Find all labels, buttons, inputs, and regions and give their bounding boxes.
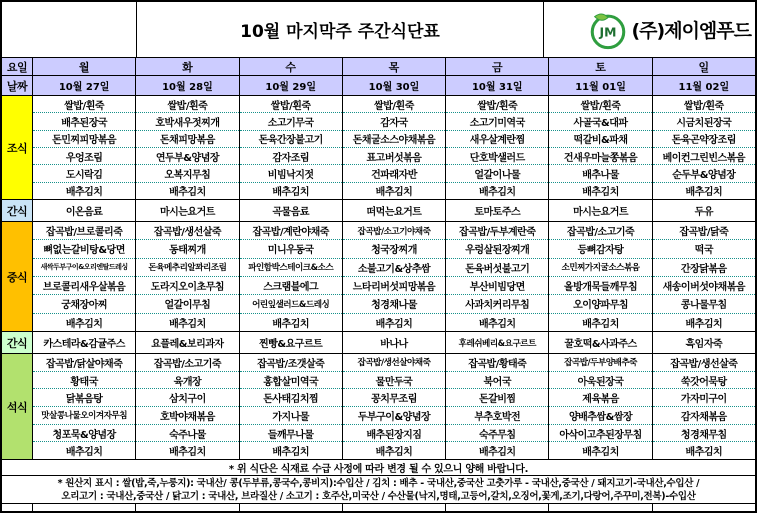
menu-item: 숙주무침 <box>446 425 548 443</box>
snack-column <box>652 332 755 353</box>
menu-item: 사과치커리무침 <box>446 295 548 313</box>
day-column <box>652 58 755 75</box>
bottom-column-stub <box>239 504 342 511</box>
origin-line2: 오리고기 : 국내산,중국산 / 닭고기 : 국내산, 브라질산 / 소고기 : 호주산,미국산 / 수산물(낙지,명태,고등어,갈치,오징어,꽃게,조기,다랑어,주꾸미,전복)-수입산 <box>61 490 696 502</box>
menu-item: 쑥갓어묵탕 <box>653 372 755 390</box>
menu-item: 닭볶음탕 <box>33 389 135 407</box>
bottom-column-stub <box>135 504 238 511</box>
menu-item: 제육볶음 <box>549 389 651 407</box>
menu-item: 궁채장아찌 <box>33 295 135 313</box>
menu-item: 배추김치 <box>582 187 619 199</box>
menu-item: 배추김치 <box>65 318 103 330</box>
menu-item: 배추김치 <box>582 447 619 459</box>
menu-item: 돈채피망볶음 <box>136 131 238 148</box>
snack-item: 마시는요거트 <box>159 207 215 218</box>
day-header-cell: 수 <box>285 60 297 74</box>
day-header-cell: 월 <box>78 60 90 74</box>
menu-item: 단호박샐러드 <box>446 148 548 165</box>
menu-item: 잡곡밥/소고기죽 <box>136 354 238 372</box>
menu-item: 배추나물 <box>549 165 651 182</box>
menu-item: 시금치된장국 <box>653 113 755 130</box>
menu-item: 연두부&양념장 <box>136 148 238 165</box>
snack-item: 찐빵&요구르트 <box>259 339 323 350</box>
day-row-label: 요일 <box>2 58 33 75</box>
menu-item: 올방개묵들깨무침 <box>549 277 651 295</box>
menu-column <box>548 354 651 459</box>
menu-item: 잡곡밥/두부계란죽 <box>446 222 548 240</box>
menu-item: 돈육곤약장조림 <box>653 131 755 148</box>
menu-item: 쌀밥/흰죽 <box>136 96 238 113</box>
date-column <box>652 76 755 95</box>
date-cell: 10월 30일 <box>368 82 420 93</box>
menu-item: 부추호박전 <box>446 407 548 425</box>
menu-item: 돈갈비찜 <box>446 389 548 407</box>
menu-item: 표고버섯볶음 <box>343 148 445 165</box>
menu-item: 도라지오이초무침 <box>136 277 238 295</box>
menu-item: 우엉조림 <box>33 148 135 165</box>
snack-column <box>33 332 135 353</box>
menu-item: 돈육메추리알꽈리조림 <box>136 259 238 277</box>
date-row-label: 날짜 <box>2 76 33 95</box>
menu-item: 미니우동국 <box>240 240 342 258</box>
snack-column <box>239 332 342 353</box>
date-cell: 10월 27일 <box>58 82 110 93</box>
menu-item: 배추김치 <box>478 447 516 459</box>
date-cell: 11월 01일 <box>575 82 626 93</box>
snack-item: 후레쉬베리&요구르트 <box>458 338 536 349</box>
snack-column <box>445 200 548 221</box>
menu-item: 배추김치 <box>478 187 516 199</box>
menu-item: 소고기무국 <box>240 113 342 130</box>
change-notice-text: * 위 식단은 식재료 수급 사정에 따라 변경 될 수 있으니 양해 바랍니다. <box>228 464 529 475</box>
menu-item: 배추김치 <box>272 187 310 199</box>
snack-item: 마시는요거트 <box>573 207 629 218</box>
menu-item: 돈육간장불고기 <box>240 131 342 148</box>
menu-item: 베이컨그린빈스볶음 <box>653 148 755 165</box>
menu-item: 소불고기&상추쌈 <box>343 259 445 277</box>
section-label: 석식 <box>2 354 33 459</box>
menu-column <box>445 222 548 331</box>
menu-item: 가지나물 <box>240 407 342 425</box>
menu-item: 잡곡밥/닭살야채죽 <box>33 354 135 372</box>
origin-line1: * 원산지 표시 : 쌀(밥,죽,누룽지): 국내산/ 콩(두부류,콩국수,콩비지):수입산 / 김치 : 배추 - 국내산,중국산 고춧가루 - 국내산,중국산 / 돼지고기-국내산,수입산 / <box>57 477 700 489</box>
section-label: 조식 <box>2 96 33 199</box>
menu-item: 잡곡밥/생선살야채죽 <box>343 354 445 372</box>
menu-item: 배추된장국 <box>33 113 135 130</box>
menu-item: 양배추쌈&쌈장 <box>549 407 651 425</box>
snack-item: 흑임자죽 <box>685 339 723 350</box>
snack-column <box>135 200 238 221</box>
menu-item: 잡곡밥/소고기야채죽 <box>343 222 445 240</box>
day-column <box>548 58 651 75</box>
menu-item: 청경채나물 <box>343 295 445 313</box>
menu-item: 들깨무나물 <box>240 425 342 443</box>
menu-column <box>135 222 238 331</box>
menu-item: 떡갈비&파채 <box>549 131 651 148</box>
menu-item: 꽁치무조림 <box>343 389 445 407</box>
menu-item: 쌀밥/흰죽 <box>549 96 651 113</box>
snack-column <box>652 200 755 221</box>
menu-item: 배추김치 <box>478 318 516 330</box>
snack-column <box>342 332 445 353</box>
date-column <box>548 76 651 95</box>
origin-notice-row <box>2 475 755 503</box>
menu-item: 배추김치 <box>65 187 103 199</box>
bottom-column-stub <box>342 504 445 511</box>
menu-item: 배추김치 <box>685 447 723 459</box>
jm-monogram: JM <box>599 24 616 40</box>
section-snack-pm <box>2 331 755 353</box>
date-cell: 10월 31일 <box>471 82 523 93</box>
menu-item: 감자국 <box>343 113 445 130</box>
company-name: (주)제이엠푸드 <box>631 20 751 42</box>
menu-item: 오복지무침 <box>136 165 238 182</box>
header-empty-cell <box>2 2 137 57</box>
section-label: 중식 <box>2 222 33 331</box>
menu-item: 돈채굴소스야채볶음 <box>343 131 445 148</box>
menu-item: 소고기미역국 <box>446 113 548 130</box>
menu-item: 등뼈감자탕 <box>549 240 651 258</box>
menu-item: 브로콜리새우살볶음 <box>33 277 135 295</box>
menu-item: 쌀밥/흰죽 <box>653 96 755 113</box>
menu-item: 홍합살미역국 <box>240 372 342 390</box>
snack-item: 요플레&보리과자 <box>151 339 224 350</box>
date-column <box>445 76 548 95</box>
snack-column <box>445 332 548 353</box>
day-column <box>33 58 135 75</box>
menu-item: 배추김치 <box>375 318 413 330</box>
bottom-cutoff-row <box>2 503 755 511</box>
menu-column <box>342 96 445 199</box>
menu-item: 잡곡밥/생선살죽 <box>653 354 755 372</box>
snack-item: 바나나 <box>380 339 408 350</box>
menu-item: 사골국&대파 <box>549 113 651 130</box>
menu-item: 호박야채볶음 <box>136 407 238 425</box>
menu-column <box>33 96 135 199</box>
menu-column <box>548 222 651 331</box>
day-header-cell: 화 <box>182 60 193 74</box>
menu-item: 잡곡밥/소고기죽 <box>549 222 651 240</box>
menu-item: 간장닭볶음 <box>653 259 755 277</box>
menu-item: 배추김치 <box>272 318 310 330</box>
menu-item: 청포묵&양념장 <box>33 425 135 443</box>
day-header-cell: 금 <box>491 60 503 74</box>
menu-item: 콩나물무침 <box>653 295 755 313</box>
menu-item: 배추김치 <box>582 318 619 330</box>
date-column <box>239 76 342 95</box>
menu-column <box>33 354 135 459</box>
menu-item: 떡국 <box>653 240 755 258</box>
menu-item: 배추김치 <box>169 187 206 199</box>
menu-column <box>445 354 548 459</box>
menu-item: 잡곡밥/계란야채죽 <box>240 222 342 240</box>
date-column <box>135 76 238 95</box>
date-column <box>342 76 445 95</box>
date-column <box>33 76 135 95</box>
page-title: 10월 마지막주 주간식단표 <box>240 22 440 42</box>
menu-item: 쌀밥/흰죽 <box>343 96 445 113</box>
menu-item: 돈민찌피망볶음 <box>33 131 135 148</box>
menu-item: 배추김치 <box>272 447 310 459</box>
menu-column <box>342 354 445 459</box>
menu-column <box>135 354 238 459</box>
snack-item: 곡물음료 <box>272 207 310 218</box>
menu-item: 삼치구이 <box>136 389 238 407</box>
day-header-cell: 목 <box>388 60 400 74</box>
section-label: 간식 <box>2 200 33 221</box>
menu-item: 파인함박스테이크&소스 <box>240 259 342 277</box>
menu-item: 뼈없는갈비탕&당면 <box>33 240 135 258</box>
menu-item: 잡곡밥/황태죽 <box>446 354 548 372</box>
menu-column <box>239 96 342 199</box>
bottom-column-stub <box>445 504 548 511</box>
snack-item: 떠먹는요거트 <box>366 207 422 218</box>
menu-item: 순두부&양념장 <box>653 165 755 182</box>
day-row <box>2 57 755 75</box>
menu-column <box>135 96 238 199</box>
date-cell: 10월 28일 <box>162 82 213 93</box>
menu-item: 오이양파무침 <box>549 295 651 313</box>
company-logo <box>543 2 755 57</box>
jm-logo-icon <box>587 9 629 51</box>
menu-item: 맛살콩나물오이겨자무침 <box>33 407 135 425</box>
snack-column <box>239 200 342 221</box>
menu-item: 청국장찌개 <box>343 240 445 258</box>
menu-item: 잡곡밥/브로콜리죽 <box>33 222 135 240</box>
change-notice-row <box>2 459 755 475</box>
section-label: 간식 <box>2 332 33 353</box>
menu-item: 소민찌가지굴소스볶음 <box>549 259 651 277</box>
menu-item: 얼갈이나물 <box>446 165 548 182</box>
snack-item: 토마토주스 <box>474 207 521 218</box>
menu-item: 얼갈이무침 <box>136 295 238 313</box>
menu-item: 쌀밥/흰죽 <box>240 96 342 113</box>
title-band <box>2 2 755 57</box>
menu-item: 감자채볶음 <box>653 407 755 425</box>
menu-item: 숙주나물 <box>136 425 238 443</box>
menu-item: 돈육버섯불고기 <box>446 259 548 277</box>
menu-item: 돈사태김치찜 <box>240 389 342 407</box>
menu-item: 쌀밥/흰죽 <box>33 96 135 113</box>
menu-item: 새송이버섯야채볶음 <box>653 277 755 295</box>
snack-column <box>548 200 651 221</box>
menu-item: 물만두국 <box>343 372 445 390</box>
menu-item: 배추된장지짐 <box>343 425 445 443</box>
menu-item: 쌀밥/흰죽 <box>446 96 548 113</box>
menu-item: 가자미구이 <box>653 389 755 407</box>
menu-item: 아욱된장국 <box>549 372 651 390</box>
menu-item: 황태국 <box>33 372 135 390</box>
menu-item: 잡곡밥/조갯살죽 <box>240 354 342 372</box>
menu-column <box>652 354 755 459</box>
menu-item: 감자조림 <box>240 148 342 165</box>
menu-item: 배추김치 <box>375 447 413 459</box>
date-cell: 11월 02일 <box>678 82 730 93</box>
menu-item: 호박새우젓찌개 <box>136 113 238 130</box>
menu-item: 비빔낙지젓 <box>240 165 342 182</box>
menu-item: 두부구이&양념장 <box>343 407 445 425</box>
menu-item: 어린잎샐러드&드레싱 <box>240 295 342 313</box>
bottom-label-stub <box>2 504 33 511</box>
day-header-cell: 일 <box>698 60 710 74</box>
menu-item: 아삭이고추된장무침 <box>549 425 651 443</box>
menu-item: 스크램블에그 <box>240 277 342 295</box>
bottom-column-stub <box>652 504 755 511</box>
menu-item: 배추김치 <box>65 447 103 459</box>
snack-column <box>135 332 238 353</box>
menu-item: 배추김치 <box>685 187 723 199</box>
menu-item: 도시락김 <box>33 165 135 182</box>
menu-item: 부산비빔당면 <box>446 277 548 295</box>
menu-item: 건파래자반 <box>343 165 445 182</box>
snack-item: 카스테라&감귤주스 <box>43 339 125 350</box>
menu-item: 잡곡밥/닭죽 <box>653 222 755 240</box>
menu-column <box>239 354 342 459</box>
menu-column <box>548 96 651 199</box>
menu-item: 배추김치 <box>685 318 723 330</box>
menu-item: 잡곡밥/두부양배추죽 <box>549 354 651 372</box>
menu-column <box>239 222 342 331</box>
section-dinner <box>2 353 755 459</box>
date-cell: 10월 29일 <box>265 82 317 93</box>
menu-column <box>652 96 755 199</box>
menu-item: 잡곡밥/생선살죽 <box>136 222 238 240</box>
snack-item: 두유 <box>694 207 713 218</box>
day-column <box>135 58 238 75</box>
day-column <box>445 58 548 75</box>
bottom-column-stub <box>33 504 135 511</box>
day-header-cell: 토 <box>595 60 606 74</box>
menu-item: 새싹두부구이&오리엔탈드레싱 <box>33 259 135 277</box>
menu-item: 건새우마늘쫑볶음 <box>549 148 651 165</box>
menu-item: 동태찌개 <box>136 240 238 258</box>
menu-item: 북어국 <box>446 372 548 390</box>
snack-item: 꿀호떡&사과주스 <box>564 339 637 350</box>
menu-item: 느타리버섯피망볶음 <box>343 277 445 295</box>
snack-item: 이온음료 <box>65 207 103 218</box>
menu-item: 우렁살된장찌개 <box>446 240 548 258</box>
date-row <box>2 75 755 95</box>
menu-item: 배추김치 <box>169 318 206 330</box>
snack-column <box>548 332 651 353</box>
menu-item: 배추김치 <box>375 187 413 199</box>
section-breakfast <box>2 95 755 199</box>
bottom-column-stub <box>548 504 651 511</box>
menu-item: 배추김치 <box>169 447 206 459</box>
menu-item: 청경채무침 <box>653 425 755 443</box>
menu-item: 육개장 <box>136 372 238 390</box>
section-snack-am <box>2 199 755 221</box>
snack-column <box>33 200 135 221</box>
menu-column <box>445 96 548 199</box>
snack-column <box>342 200 445 221</box>
menu-column <box>652 222 755 331</box>
menu-item: 새우살계란찜 <box>446 131 548 148</box>
menu-column <box>342 222 445 331</box>
menu-column <box>33 222 135 331</box>
day-column <box>342 58 445 75</box>
section-lunch <box>2 221 755 331</box>
day-column <box>239 58 342 75</box>
